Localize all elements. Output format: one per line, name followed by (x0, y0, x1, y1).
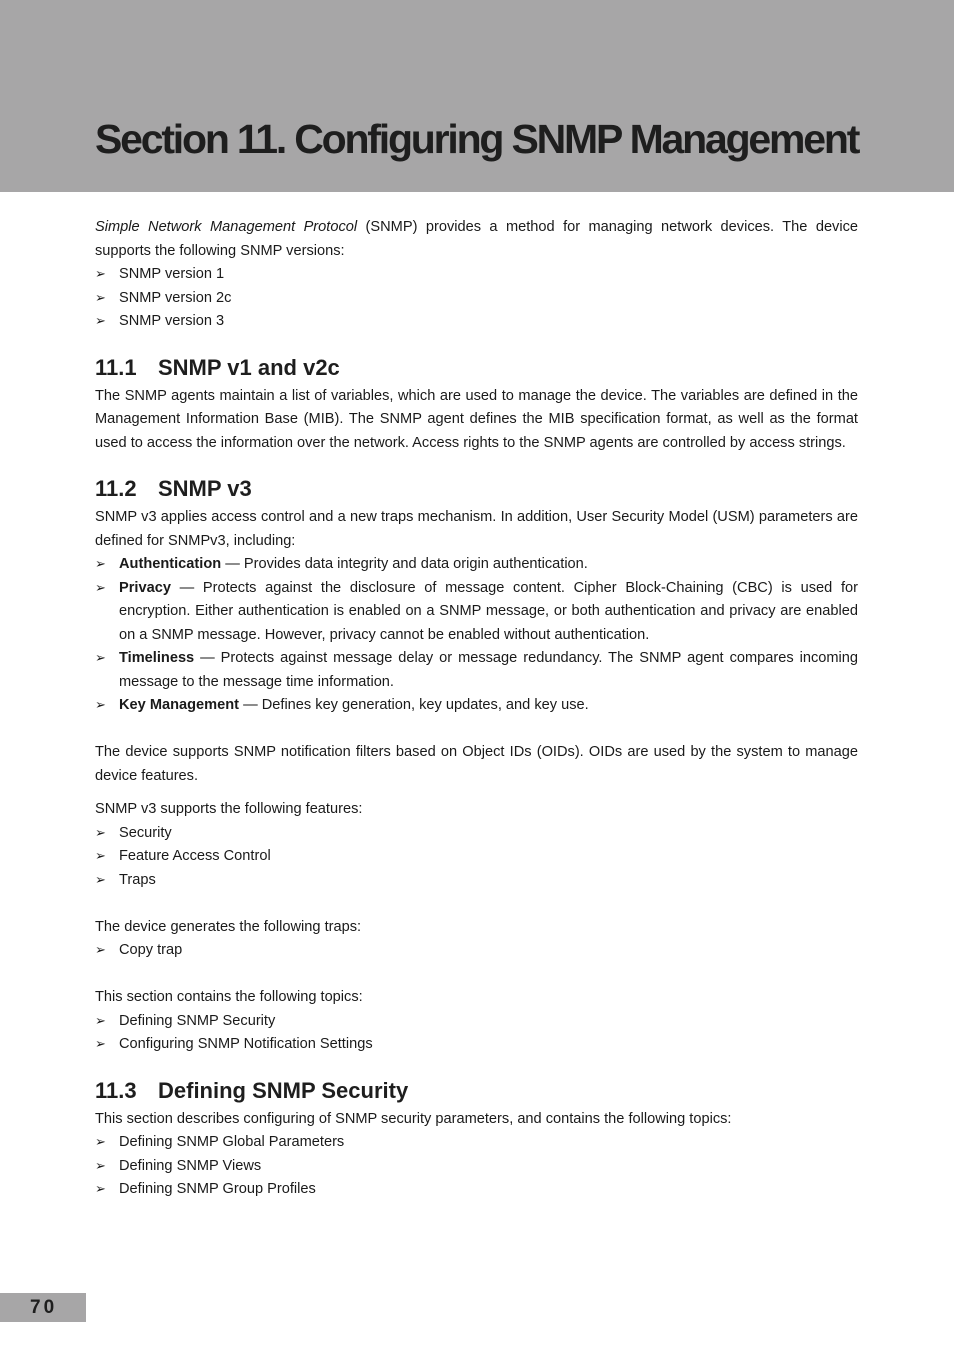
arrow-bullet-icon: ➢ (95, 1158, 106, 1174)
arrow-bullet-icon: ➢ (95, 580, 106, 596)
intro-paragraph: Simple Network Management Protocol (SNMP) provides a method for managing network devices. The device supports the following SNMP versions: (95, 219, 859, 259)
page-number: 70 (30, 1297, 58, 1318)
traps-intro: The device generates the following traps: (95, 918, 362, 935)
heading-11-1: 11.1 SNMP v1 and v2c (95, 354, 340, 380)
list-item: ➢ Traps (95, 869, 858, 893)
arrow-bullet-icon: ➢ (95, 651, 106, 666)
arrow-bullet-icon: ➢ (95, 267, 106, 282)
list-item: ➢ Copy trap (95, 939, 858, 963)
list-item: ➢ Feature Access Control (95, 845, 858, 869)
snmp-v3-paragraph: SNMP v3 applies access control and a new traps mechanism. In addition, User Security Model (USM) parameters are defined for SNMPv3, including: (95, 509, 858, 549)
arrow-bullet-icon: ➢ (95, 290, 106, 306)
heading-11-2: 11.2 SNMP v3 (95, 476, 252, 501)
features-list (95, 822, 858, 893)
list-item: ➢ Defining SNMP Views (95, 1155, 858, 1179)
arrow-bullet-icon: ➢ (95, 1135, 106, 1150)
arrow-bullet-icon: ➢ (95, 1037, 106, 1052)
arrow-bullet-icon: ➢ (95, 1013, 106, 1029)
list-item: ➢ Privacy — Protects against the disclosure of message content. Cipher Block-Chaining (CBC) is used for encryption. Either authentication is enabled on a SNMP message, or both authentication and privacy are enabled on a SNMP message. However, privacy cannot be enabled without authentication. (95, 577, 858, 648)
list-item: ➢ Defining SNMP Security (95, 1010, 858, 1034)
notification-filters-paragraph: The device supports SNMP notification filters based on Object IDs (OIDs). OIDs are used by the system to manage device features. (95, 744, 858, 784)
list-item: ➢ Authentication — Provides data integrity and data origin authentication. (95, 553, 858, 577)
snmp-v1-v2c-paragraph: The SNMP agents maintain a list of variables, which are used to manage the device. The variables are defined in the Management Information Base (MIB). The SNMP agent defines the MIB specification format, as well as the format used to access the information over the network. Access rights to the SNMP agents are controlled by access strings. (95, 387, 858, 451)
arrow-bullet-icon: ➢ (95, 314, 106, 329)
usm-parameters-list (95, 553, 858, 718)
arrow-bullet-icon: ➢ (95, 557, 106, 572)
topics-intro: This section contains the following topics: (95, 989, 363, 1005)
features-intro: SNMP v3 supports the following features: (95, 801, 363, 817)
list-item: ➢ Defining SNMP Group Profiles (95, 1178, 858, 1202)
topics-list (95, 1010, 858, 1057)
list-item: ➢ SNMP version 3 (95, 310, 858, 334)
intro-term: Simple Network Management Protocol (95, 219, 358, 235)
list-item: ➢ SNMP version 2c (95, 287, 858, 311)
arrow-bullet-icon: ➢ (95, 849, 106, 864)
arrow-bullet-icon: ➢ (95, 825, 106, 841)
traps-list (95, 939, 858, 963)
list-item: ➢ Timeliness — Protects against message delay or message redundancy. The SNMP agent compares incoming message to the message time information. (95, 647, 858, 694)
arrow-bullet-icon: ➢ (95, 698, 106, 713)
snmp-versions-list (95, 263, 858, 334)
header-band (0, 0, 954, 192)
list-item: ➢ SNMP version 1 (95, 263, 858, 287)
arrow-bullet-icon: ➢ (95, 943, 106, 958)
section-title: Section 11. Configuring SNMP Management (95, 116, 859, 162)
page-content (95, 216, 858, 1202)
list-item: ➢ Key Management — Defines key generation, key updates, and key use. (95, 694, 858, 718)
security-topics-list (95, 1131, 858, 1202)
snmp-security-paragraph: This section describes configuring of SNMP security parameters, and contains the following topics: (95, 1110, 732, 1127)
arrow-bullet-icon: ➢ (95, 1182, 106, 1197)
list-item: ➢ Defining SNMP Global Parameters (95, 1131, 858, 1155)
heading-11-3: 11.3 Defining SNMP Security (95, 1077, 409, 1103)
list-item: ➢ Configuring SNMP Notification Settings (95, 1033, 858, 1057)
list-item: ➢ Security (95, 822, 858, 846)
arrow-bullet-icon: ➢ (95, 872, 106, 888)
